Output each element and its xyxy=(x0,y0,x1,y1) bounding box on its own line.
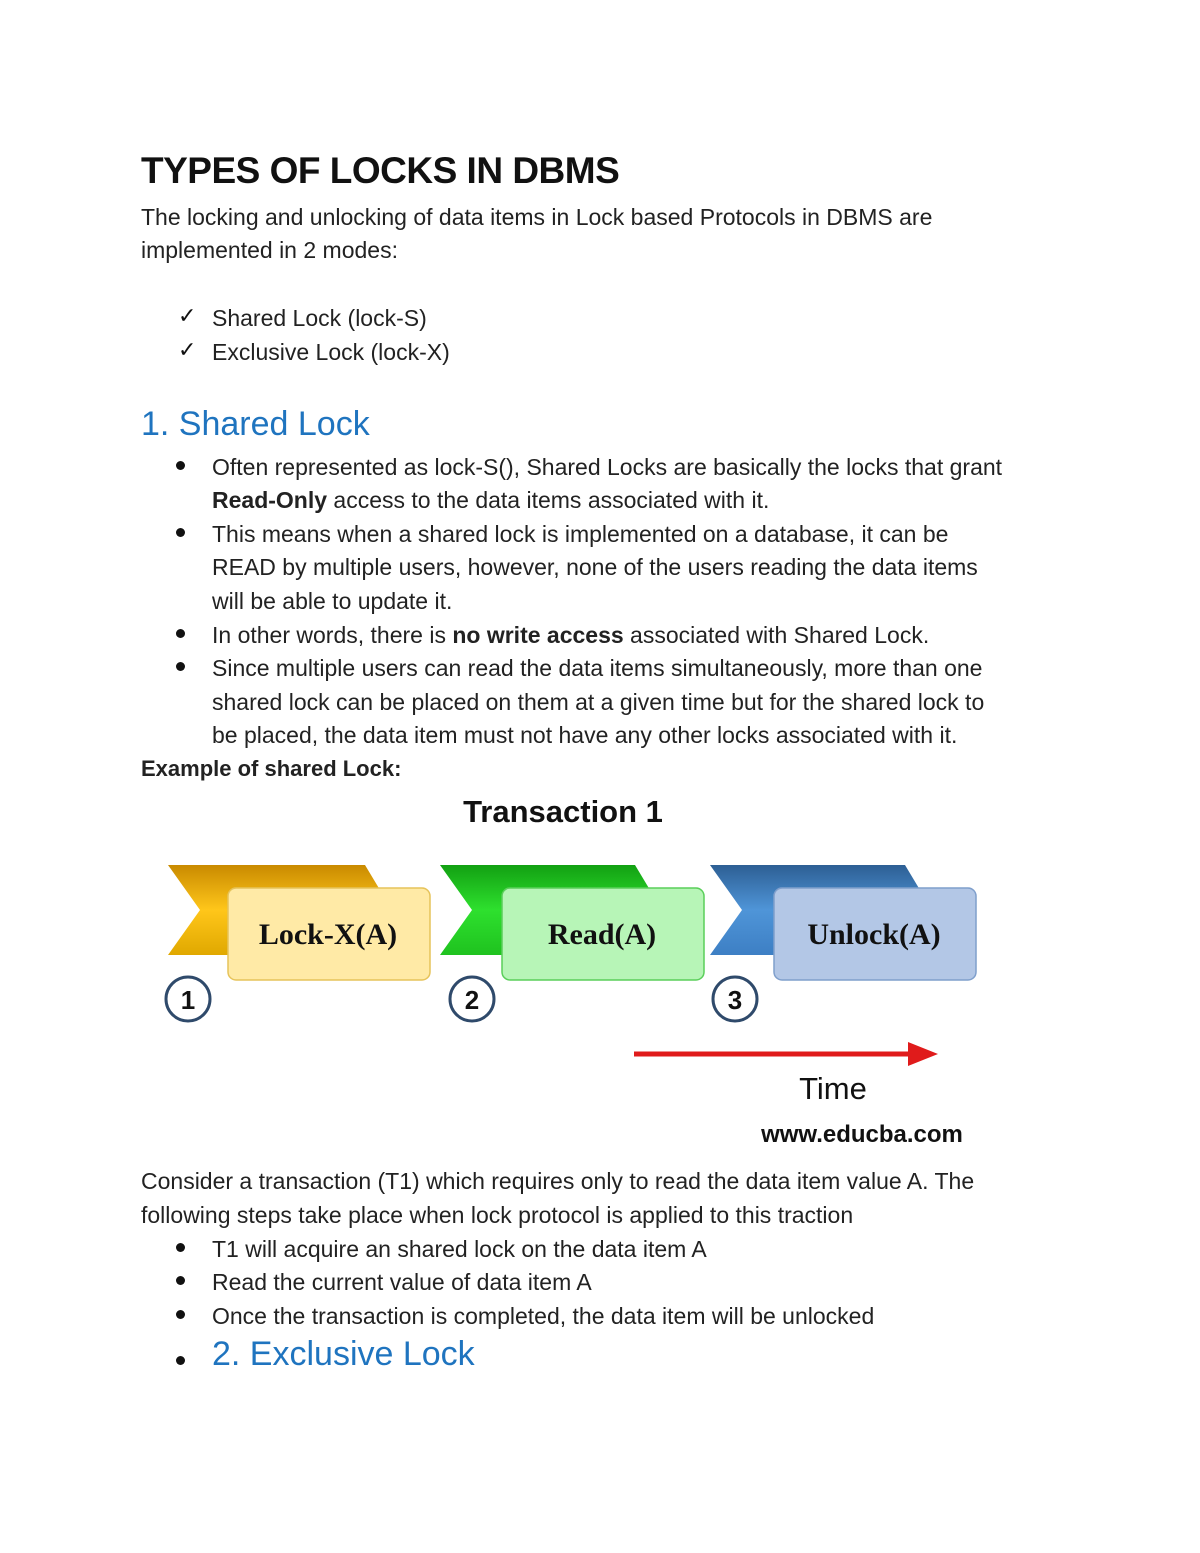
bullet-icon xyxy=(176,662,185,671)
bullet-2-line-2: READ by multiple users, however, none of the users reading the data items xyxy=(212,554,978,580)
mode-item-2: Exclusive Lock (lock-X) xyxy=(212,339,450,365)
bullet-4-line-2: shared lock can be placed on them at a given time but for the shared lock to xyxy=(212,689,985,715)
step-2-number: 2 xyxy=(464,985,480,1015)
checkmark-icon: ✓ xyxy=(178,337,197,362)
bullet-4-line-1: Since multiple users can read the data items simultaneously, more than one xyxy=(212,655,983,681)
step-list-item-2: Read the current value of data item A xyxy=(212,1269,592,1295)
section-heading-shared-lock: 1. Shared Lock xyxy=(141,405,370,443)
step-list-item-1: T1 will acquire an shared lock on the data item A xyxy=(212,1236,707,1262)
bullet-icon xyxy=(176,1276,185,1285)
bold-read-only: Read-Only xyxy=(212,487,328,513)
step-list-item-3: Once the transaction is completed, the data item will be unlocked xyxy=(212,1303,875,1329)
time-label: Time xyxy=(799,1071,867,1106)
bullet-icon xyxy=(176,461,185,470)
section-heading-exclusive-lock: 2. Exclusive Lock xyxy=(212,1335,475,1373)
bullet-3-pre: In other words, there is xyxy=(212,622,453,648)
bullet-4-line-3: be placed, the data item must not have any other locks associated with it. xyxy=(212,722,958,748)
step-1-label: Lock-X(A) xyxy=(258,918,398,951)
mode-item-1: Shared Lock (lock-S) xyxy=(212,305,427,331)
consider-line-1: Consider a transaction (T1) which requires only to read the data item value A. The xyxy=(141,1168,975,1194)
bullet-1-line-2 xyxy=(212,483,769,517)
bullet-3-line xyxy=(212,618,929,652)
step-2-label: Read(A) xyxy=(547,918,657,951)
bullet-icon xyxy=(176,1243,185,1252)
bullet-1-line-1: Often represented as lock-S(), Shared Locks are basically the locks that grant xyxy=(212,454,1003,480)
watermark: www.educba.com xyxy=(761,1121,963,1148)
transaction-diagram-svg xyxy=(150,780,1000,1160)
intro-line-1: The locking and unlocking of data items in Lock based Protocols in DBMS are xyxy=(141,204,933,230)
consider-line-2: following steps take place when lock protocol is applied to this traction xyxy=(141,1202,854,1228)
bold-no-write-access: no write access xyxy=(452,622,624,648)
bullet-3-post: associated with Shared Lock. xyxy=(623,622,930,648)
page-title: TYPES OF LOCKS IN DBMS xyxy=(141,150,620,191)
step-3-number: 3 xyxy=(727,985,743,1015)
bullet-icon xyxy=(176,1356,185,1365)
step-1-number: 1 xyxy=(180,985,196,1015)
bullet-1-rest: access to the data items associated with it. xyxy=(327,487,770,513)
diagram-title: Transaction 1 xyxy=(463,794,663,829)
bullet-2-line-1: This means when a shared lock is implemented on a database, it can be xyxy=(212,521,949,547)
transaction-diagram xyxy=(150,780,1000,1160)
bullet-2-line-3: will be able to update it. xyxy=(212,588,453,614)
intro-line-2: implemented in 2 modes: xyxy=(141,237,398,263)
time-arrow-head-icon xyxy=(908,1042,938,1066)
checkmark-icon: ✓ xyxy=(178,303,197,328)
bullet-icon xyxy=(176,528,185,537)
bullet-icon xyxy=(176,629,185,638)
bullet-icon xyxy=(176,1310,185,1319)
step-3-label: Unlock(A) xyxy=(807,918,941,951)
example-label: Example of shared Lock: xyxy=(141,756,402,781)
